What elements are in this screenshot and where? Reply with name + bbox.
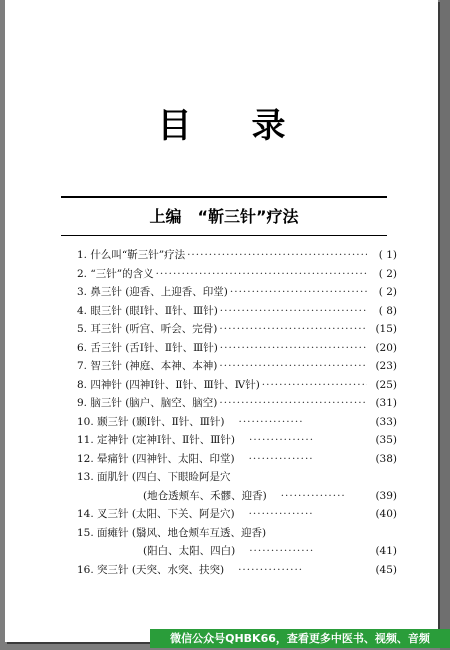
toc-page-number: (25) xyxy=(375,378,397,391)
dot-leader xyxy=(219,360,367,372)
toc-page-number: (23) xyxy=(375,360,397,372)
toc-entry[interactable] xyxy=(77,395,397,414)
dot-leader xyxy=(262,379,367,391)
toc-page-number: (38) xyxy=(375,452,397,465)
toc-page-number: (20) xyxy=(375,341,397,354)
toc-entry-text: 6. 舌三针 (舌Ⅰ针、Ⅱ针、Ⅲ针) xyxy=(77,341,218,354)
toc-entry[interactable] xyxy=(77,303,397,322)
toc-entry-text: 5. 耳三针 (听宫、听会、完骨) xyxy=(77,323,218,335)
dot-leader xyxy=(281,490,345,502)
toc-entry[interactable] xyxy=(77,543,397,562)
watermark-banner: 微信公众号QHBK66，查看更多中医书、视频、音频 xyxy=(150,629,450,648)
toc-page-number: (33) xyxy=(375,415,397,428)
toc-entry-text: 10. 颞三针 (颞Ⅰ针、Ⅱ针、Ⅲ针) xyxy=(77,415,225,428)
table-of-contents xyxy=(77,247,397,580)
dot-leader xyxy=(156,268,367,280)
toc-entry[interactable] xyxy=(77,525,397,544)
toc-page-number: ( 8) xyxy=(378,304,397,317)
toc-page-number: (39) xyxy=(375,489,397,502)
toc-entry-text: (地仓透颊车、禾髎、迎香) xyxy=(143,489,267,502)
toc-entry[interactable] xyxy=(77,432,397,451)
dot-leader xyxy=(220,305,367,317)
toc-entry[interactable] xyxy=(77,284,397,303)
toc-entry-text: 12. 晕痛针 (四神针、太阳、印堂) xyxy=(77,452,235,465)
toc-entry-text: 11. 定神针 (定神Ⅰ针、Ⅱ针、Ⅲ针) xyxy=(77,434,235,446)
dot-leader xyxy=(249,434,313,446)
toc-page-number: (35) xyxy=(375,434,397,446)
toc-entry[interactable] xyxy=(77,247,397,266)
toc-page-number: (40) xyxy=(375,508,397,520)
dot-leader xyxy=(249,508,313,520)
section-heading: 上编 “靳三针”疗法 xyxy=(149,207,299,226)
toc-page-number: (41) xyxy=(375,545,397,557)
toc-entry[interactable] xyxy=(77,358,397,377)
toc-entry[interactable] xyxy=(77,562,397,581)
toc-page-number: (31) xyxy=(375,397,397,409)
toc-page-number: ( 2) xyxy=(378,267,397,280)
toc-entry-text: 9. 脑三针 (脑户、脑空、脑空) xyxy=(77,397,218,409)
dot-leader xyxy=(219,397,367,409)
toc-entry[interactable] xyxy=(77,488,397,507)
toc-entry[interactable] xyxy=(77,414,397,433)
toc-entry-text: 8. 四神针 (四神Ⅰ针、Ⅱ针、Ⅲ针、Ⅳ针) xyxy=(77,378,260,391)
toc-entry-text: 3. 鼻三针 (迎香、上迎香、印堂) xyxy=(77,286,228,298)
dot-leader xyxy=(238,416,302,428)
toc-page-number: ( 1) xyxy=(378,249,397,261)
dot-leader xyxy=(230,286,367,298)
toc-page-number: (15) xyxy=(375,323,397,335)
dot-leader xyxy=(220,342,367,354)
dot-leader xyxy=(249,545,313,557)
heading-rule-bottom xyxy=(61,235,387,236)
toc-entry-text: 15. 面瘫针 (翳风、地仓颊车互透、迎香) xyxy=(77,526,267,539)
toc-entry[interactable] xyxy=(77,451,397,470)
toc-entry[interactable] xyxy=(77,321,397,340)
toc-entry-text: 13. 面肌针 (四白、下眼睑阿是穴 xyxy=(77,471,231,483)
heading-rule-top xyxy=(61,196,387,198)
toc-entry[interactable] xyxy=(77,340,397,359)
toc-entry[interactable] xyxy=(77,266,397,285)
dot-leader xyxy=(249,453,313,465)
toc-entry[interactable] xyxy=(77,377,397,396)
toc-page-number: ( 2) xyxy=(378,286,397,298)
toc-entry-text: 1. 什么叫“靳三针”疗法 xyxy=(77,249,186,261)
viewer-scrollbar[interactable] xyxy=(440,0,450,650)
dot-leader xyxy=(238,564,302,576)
toc-entry-text: 7. 智三针 (神庭、本神、本神) xyxy=(77,360,218,372)
toc-entry-text: (阳白、太阳、四白) xyxy=(143,545,236,557)
toc-entry-text: 14. 叉三针 (太阳、下关、阿是穴) xyxy=(77,508,235,520)
dot-leader xyxy=(187,249,367,261)
document-page xyxy=(5,0,438,642)
toc-entry-text: 2. “三针”的含义 xyxy=(77,267,154,280)
toc-entry[interactable] xyxy=(77,506,397,525)
toc-entry-text: 4. 眼三针 (眼Ⅰ针、Ⅱ针、Ⅲ针) xyxy=(77,304,218,317)
toc-page-number: (45) xyxy=(375,563,397,576)
toc-entry[interactable] xyxy=(77,469,397,488)
dot-leader xyxy=(219,323,367,335)
toc-entry-text: 16. 突三针 (天突、水突、扶突) xyxy=(77,563,225,576)
page-title: 目录 xyxy=(157,106,346,146)
